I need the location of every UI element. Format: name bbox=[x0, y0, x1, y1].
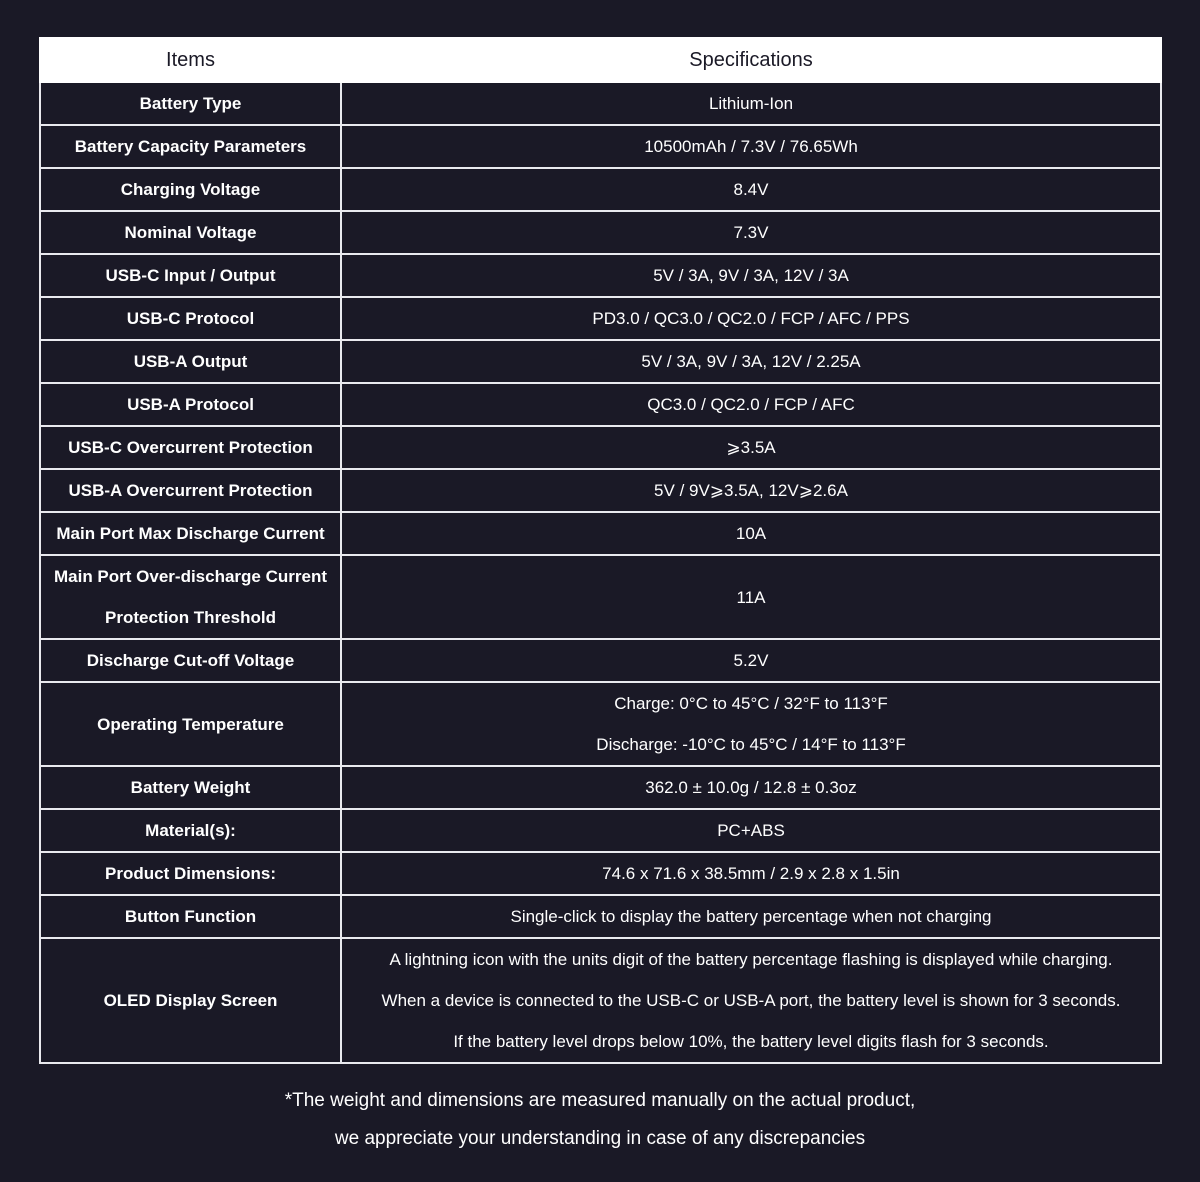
row-spec-value: 7.3V bbox=[733, 223, 769, 242]
table-row bbox=[40, 168, 1161, 211]
table-row bbox=[40, 383, 1161, 426]
row-spec-value: 11A bbox=[736, 587, 766, 607]
header-specifications: Specifications bbox=[341, 38, 1161, 82]
table-row bbox=[40, 682, 1161, 766]
row-spec-value: PC+ABS bbox=[717, 821, 785, 840]
row-spec-value: If the battery level drops below 10%, the battery level digits flash for 3 seconds. bbox=[453, 1032, 1049, 1051]
row-spec-cell bbox=[341, 340, 1161, 383]
row-spec-value: 362.0 ± 10.0g / 12.8 ± 0.3oz bbox=[645, 778, 857, 797]
row-spec-cell bbox=[341, 82, 1161, 125]
row-item-cell bbox=[40, 682, 341, 766]
row-item-cell bbox=[40, 938, 341, 1063]
row-spec-cell bbox=[341, 938, 1161, 1063]
row-spec-value: 74.6 x 71.6 x 38.5mm / 2.9 x 2.8 x 1.5in bbox=[602, 864, 900, 883]
row-spec-value: 5V / 3A, 9V / 3A, 12V / 3A bbox=[653, 266, 849, 285]
row-spec-value: 5V / 9V⩾3.5A, 12V⩾2.6A bbox=[654, 481, 848, 500]
row-item-cell bbox=[40, 512, 341, 555]
row-spec-cell bbox=[341, 639, 1161, 682]
table-row bbox=[40, 426, 1161, 469]
footnote-line-2: we appreciate your understanding in case of any discrepancies bbox=[334, 1128, 866, 1149]
row-item-label: USB-A Protocol bbox=[127, 395, 254, 414]
row-spec-value: 10A bbox=[735, 524, 767, 543]
table-row bbox=[40, 469, 1161, 512]
row-spec-cell bbox=[341, 682, 1161, 766]
row-item-cell bbox=[40, 766, 341, 809]
row-item-label: Main Port Max Discharge Current bbox=[56, 524, 325, 543]
row-item-label: USB-C Input / Output bbox=[105, 266, 276, 285]
row-spec-value: 8.4V bbox=[733, 180, 769, 199]
header-items: Items bbox=[40, 38, 341, 82]
row-spec-value: ⩾3.5A bbox=[726, 438, 776, 457]
row-item-label: Battery Capacity Parameters bbox=[74, 137, 307, 156]
row-item-label: USB-A Overcurrent Protection bbox=[68, 481, 313, 500]
row-spec-value: A lightning icon with the units digit of the battery percentage flashing is displayed while charging. bbox=[389, 950, 1113, 969]
row-spec-value: QC3.0 / QC2.0 / FCP / AFC bbox=[647, 395, 855, 414]
row-item-cell bbox=[40, 82, 341, 125]
row-item-cell bbox=[40, 555, 341, 639]
row-item-label: Charging Voltage bbox=[120, 180, 261, 199]
row-item-label: USB-C Protocol bbox=[126, 309, 255, 328]
row-spec-cell bbox=[341, 125, 1161, 168]
row-item-label: Product Dimensions: bbox=[105, 864, 276, 883]
row-item-label: OLED Display Screen bbox=[103, 991, 278, 1010]
row-item-label: Battery Weight bbox=[130, 778, 251, 797]
row-spec-value: 5.2V bbox=[733, 651, 769, 670]
row-spec-cell bbox=[341, 895, 1161, 938]
row-item-cell bbox=[40, 297, 341, 340]
table-row bbox=[40, 512, 1161, 555]
row-item-cell bbox=[40, 125, 341, 168]
row-spec-cell bbox=[341, 426, 1161, 469]
row-spec-cell bbox=[341, 852, 1161, 895]
row-spec-value: PD3.0 / QC3.0 / QC2.0 / FCP / AFC / PPS bbox=[592, 309, 910, 328]
row-item-label: Protection Threshold bbox=[105, 608, 276, 627]
row-spec-cell bbox=[341, 297, 1161, 340]
row-spec-cell bbox=[341, 469, 1161, 512]
row-item-cell bbox=[40, 426, 341, 469]
row-spec-value: Discharge: -10°C to 45°C / 14°F to 113°F bbox=[596, 735, 906, 754]
table-row bbox=[40, 895, 1161, 938]
row-item-label: Battery Type bbox=[139, 94, 242, 113]
specifications-table bbox=[39, 37, 1162, 1064]
row-item-cell bbox=[40, 168, 341, 211]
row-item-cell bbox=[40, 340, 341, 383]
table-row bbox=[40, 254, 1161, 297]
row-item-label: Button Function bbox=[124, 907, 257, 926]
table-row bbox=[40, 82, 1161, 125]
table-row bbox=[40, 809, 1161, 852]
row-item-cell bbox=[40, 639, 341, 682]
row-item-cell bbox=[40, 852, 341, 895]
row-item-cell bbox=[40, 469, 341, 512]
row-spec-cell bbox=[341, 512, 1161, 555]
table-row bbox=[40, 852, 1161, 895]
table-row bbox=[40, 340, 1161, 383]
row-item-label: Discharge Cut-off Voltage bbox=[86, 651, 295, 670]
row-item-label: USB-A Output bbox=[133, 352, 248, 371]
row-item-label: Operating Temperature bbox=[97, 714, 284, 734]
row-spec-value: Single-click to display the battery percentage when not charging bbox=[510, 907, 992, 926]
row-spec-value: Lithium-Ion bbox=[708, 94, 794, 113]
row-spec-value: 5V / 3A, 9V / 3A, 12V / 2.25A bbox=[641, 352, 861, 371]
row-spec-cell bbox=[341, 555, 1161, 639]
table-header-row bbox=[40, 38, 1161, 82]
row-spec-cell bbox=[341, 766, 1161, 809]
row-item-cell bbox=[40, 254, 341, 297]
row-item-cell bbox=[40, 211, 341, 254]
table-row bbox=[40, 555, 1161, 639]
row-item-cell bbox=[40, 383, 341, 426]
table-row bbox=[40, 938, 1161, 1063]
row-spec-cell bbox=[341, 168, 1161, 211]
row-spec-value: Charge: 0°C to 45°C / 32°F to 113°F bbox=[614, 694, 888, 713]
row-item-label: Main Port Over-discharge Current bbox=[53, 567, 327, 586]
table-row bbox=[40, 297, 1161, 340]
row-item-label: Material(s): bbox=[145, 821, 236, 840]
row-spec-value: When a device is connected to the USB-C or USB-A port, the battery level is shown for 3 seconds. bbox=[381, 991, 1121, 1010]
row-spec-cell bbox=[341, 809, 1161, 852]
row-item-cell bbox=[40, 895, 341, 938]
row-spec-cell bbox=[341, 211, 1161, 254]
table-row bbox=[40, 125, 1161, 168]
footnote-line-1: *The weight and dimensions are measured manually on the actual product, bbox=[284, 1090, 916, 1111]
row-item-label: USB-C Overcurrent Protection bbox=[68, 438, 313, 457]
table-body bbox=[40, 82, 1161, 1063]
row-spec-cell bbox=[341, 383, 1161, 426]
table-row bbox=[40, 639, 1161, 682]
row-spec-value: 10500mAh / 7.3V / 76.65Wh bbox=[644, 137, 858, 156]
row-item-cell bbox=[40, 809, 341, 852]
row-item-label: Nominal Voltage bbox=[124, 223, 257, 242]
table-row bbox=[40, 211, 1161, 254]
row-spec-cell bbox=[341, 254, 1161, 297]
table-row bbox=[40, 766, 1161, 809]
